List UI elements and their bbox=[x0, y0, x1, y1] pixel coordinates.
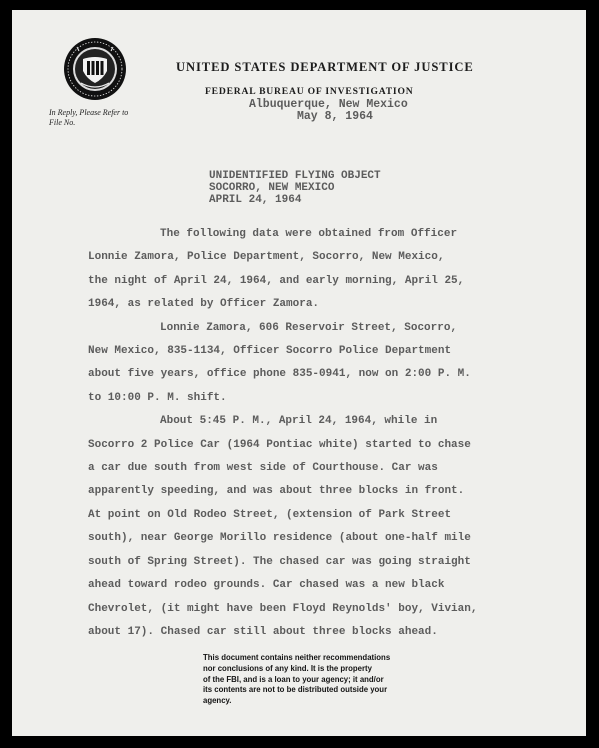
document-page bbox=[12, 10, 586, 736]
subject-date: APRIL 24, 1964 bbox=[209, 194, 302, 206]
disclaimer-line: of the FBI, and is a loan to your agency; it and/or bbox=[203, 674, 384, 684]
body-line: At point on Old Rodeo Street, (extension of Park Street bbox=[88, 508, 452, 521]
body-line: Chevrolet, (it might have been Floyd Reynolds' boy, Vivian, bbox=[88, 602, 478, 615]
body-line: Lonnie Zamora, 606 Reservoir Street, Socorro, bbox=[160, 321, 458, 334]
body-text bbox=[88, 223, 477, 644]
body-line: about five years, office phone 835-0941, now on 2:00 P. M. bbox=[88, 368, 471, 381]
disclaimer-stamp bbox=[203, 653, 390, 707]
body-line: about 17). Chased car still about three blocks ahead. bbox=[88, 625, 438, 638]
reply-reference-line: In Reply, Please Refer to bbox=[49, 108, 129, 117]
subject-block bbox=[209, 170, 381, 206]
body-line: south), near George Morillo residence (about one-half mile bbox=[88, 532, 471, 545]
body-line: Socorro 2 Police Car (1964 Pontiac white) started to chase bbox=[88, 438, 471, 451]
agency-name: UNITED STATES DEPARTMENT OF JUSTICE bbox=[176, 60, 474, 74]
body-line: Lonnie Zamora, Police Department, Socorro, New Mexico, bbox=[88, 251, 445, 264]
body-line: The following data were obtained from Officer bbox=[160, 228, 458, 240]
body-line: ahead toward rodeo grounds. Car chased was a new black bbox=[88, 579, 445, 592]
subject-location: SOCORRO, NEW MEXICO bbox=[209, 182, 335, 194]
reply-reference bbox=[49, 108, 128, 128]
body-line: New Mexico, 835-1134, Officer Socorro Police Department bbox=[88, 345, 452, 358]
body-line: to 10:00 P. M. shift. bbox=[88, 391, 227, 404]
letter-date: May 8, 1964 bbox=[297, 110, 373, 123]
body-line: apparently speeding, and was about three blocks in front. bbox=[88, 485, 465, 498]
subject-title: UNIDENTIFIED FLYING OBJECT bbox=[209, 170, 381, 182]
disclaimer-line: agency. bbox=[203, 696, 232, 706]
disclaimer-line: nor conclusions of any kind. It is the property bbox=[203, 663, 372, 673]
bureau-name: FEDERAL BUREAU OF INVESTIGATION bbox=[205, 86, 414, 97]
body-line: About 5:45 P. M., April 24, 1964, while in bbox=[160, 415, 438, 428]
disclaimer-line: This document contains neither recommendations bbox=[203, 653, 391, 662]
file-number-label: File No. bbox=[49, 118, 76, 127]
body-line: 1964, as related by Officer Zamora. bbox=[88, 298, 320, 311]
body-line: south of Spring Street). The chased car was going straight bbox=[88, 555, 471, 568]
body-line: a car due south from west side of Courthouse. Car was bbox=[88, 462, 438, 475]
disclaimer-line: its contents are not to be distributed outside your bbox=[203, 685, 388, 695]
body-line: the night of April 24, 1964, and early morning, April 25, bbox=[88, 274, 465, 287]
office-location: Albuquerque, New Mexico bbox=[249, 98, 408, 111]
fbi-seal-icon bbox=[63, 37, 127, 101]
